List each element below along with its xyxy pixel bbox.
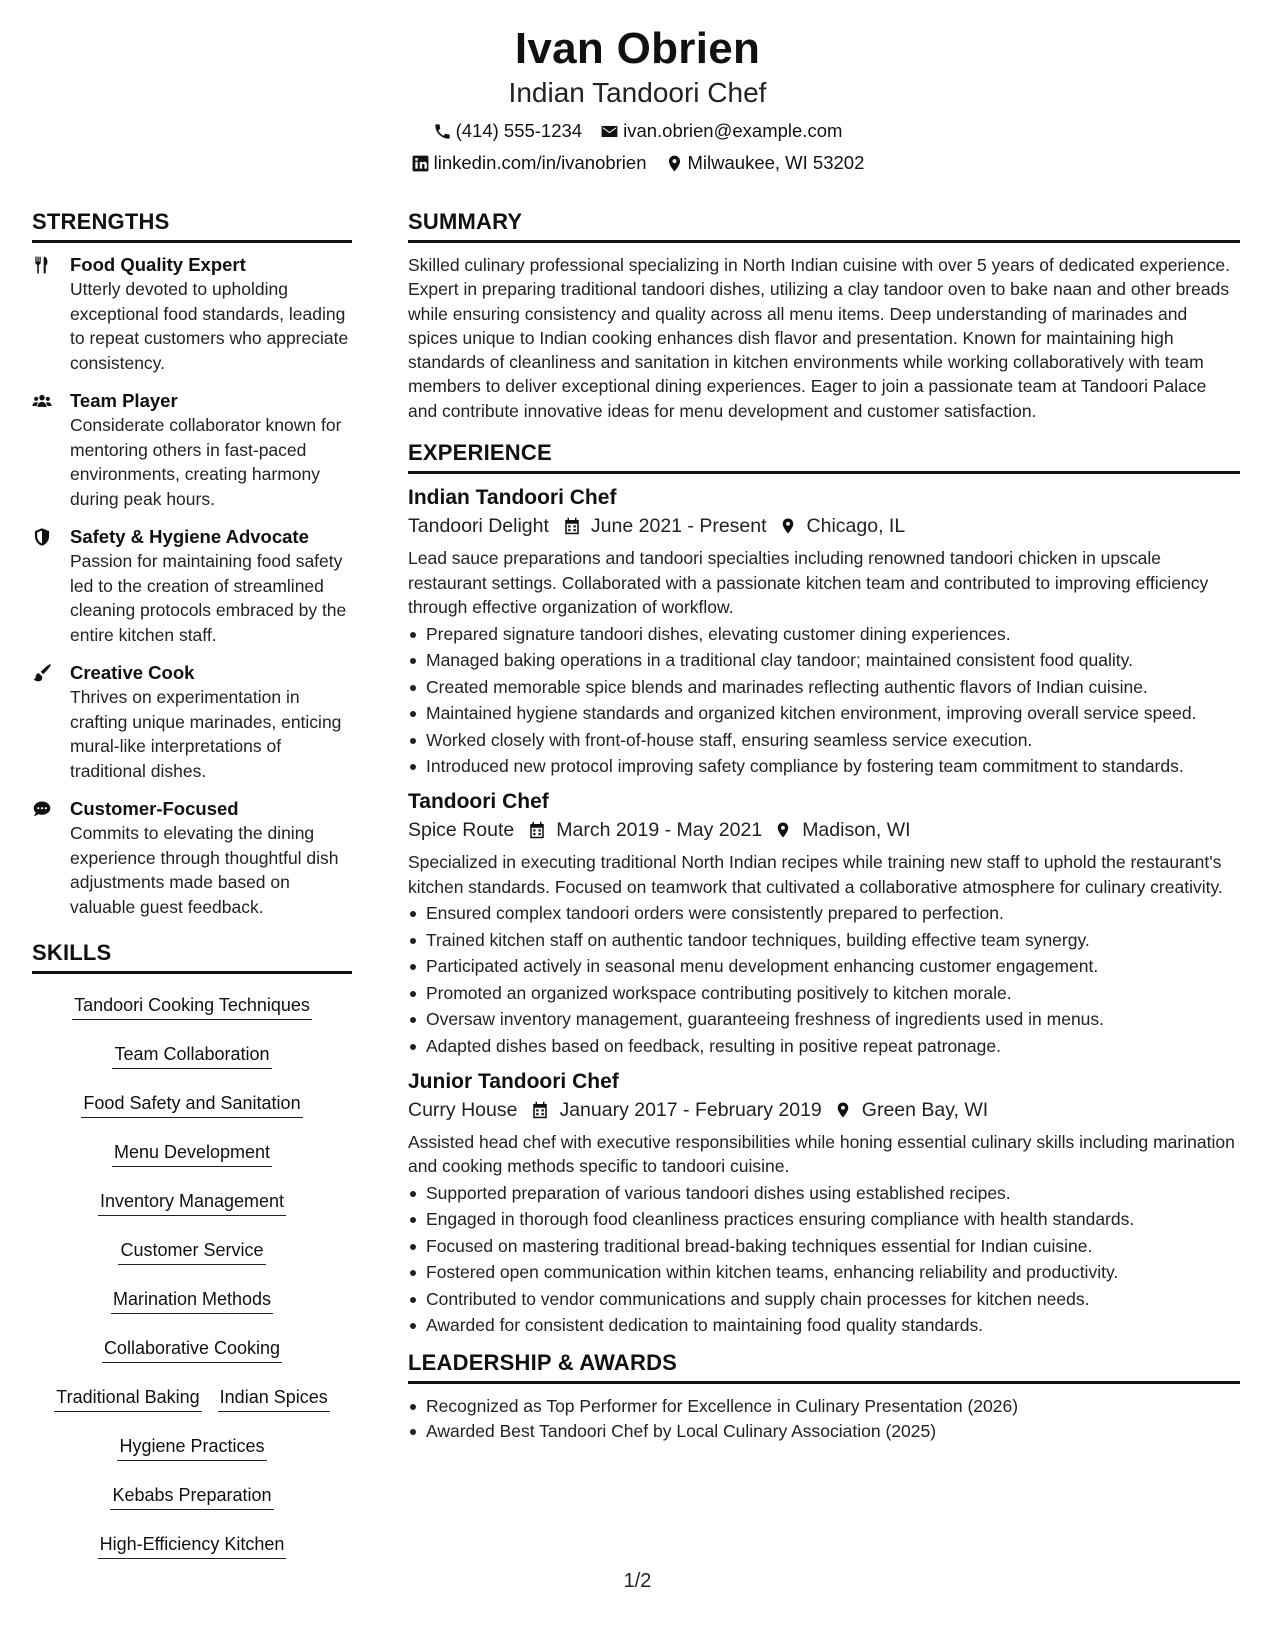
resume-header bbox=[0, 22, 1275, 174]
users-icon bbox=[32, 391, 52, 411]
job-entry bbox=[408, 484, 1240, 778]
skills-section bbox=[32, 939, 352, 1572]
job-bullet: Promoted an organized workspace contributing positively to kitchen morale. bbox=[408, 981, 1240, 1005]
job-bullet: Maintained hygiene standards and organized kitchen environment, improving overall service speed. bbox=[408, 701, 1240, 725]
strength-desc: Utterly devoted to upholding exceptional food standards, leading to repeat customers who appreciate consistency. bbox=[70, 279, 349, 373]
shield-icon bbox=[32, 527, 52, 547]
phone-text: (414) 555-1234 bbox=[455, 120, 583, 141]
summary-heading: SUMMARY bbox=[408, 208, 1240, 243]
strength-item bbox=[32, 389, 352, 511]
contact-line-1 bbox=[0, 120, 1275, 142]
strength-item bbox=[32, 525, 352, 647]
linkedin-text[interactable]: linkedin.com/in/ivanobrien bbox=[433, 152, 647, 173]
phone-icon bbox=[433, 122, 452, 141]
map-pin-icon bbox=[779, 517, 797, 535]
job-location: Madison, WI bbox=[802, 819, 911, 842]
calendar-icon bbox=[528, 821, 546, 839]
job-dates: June 2021 - Present bbox=[590, 515, 767, 538]
job-entry bbox=[408, 788, 1240, 1058]
skill-tag: Team Collaboration bbox=[112, 1042, 271, 1069]
candidate-role: Indian Tandoori Chef bbox=[508, 77, 767, 108]
job-bullet: Worked closely with front-of-house staff, ensuring seamless service execution. bbox=[408, 728, 1240, 752]
skill-tag: Kebabs Preparation bbox=[110, 1483, 273, 1510]
company-name: Curry House bbox=[408, 1098, 518, 1121]
job-title: Tandoori Chef bbox=[408, 790, 549, 814]
skill-tag: Tandoori Cooking Techniques bbox=[72, 993, 312, 1020]
job-bullet: Adapted dishes based on feedback, resulting in positive repeat patronage. bbox=[408, 1034, 1240, 1058]
left-column bbox=[32, 208, 352, 1572]
candidate-name: Ivan Obrien bbox=[514, 24, 761, 73]
job-location: Chicago, IL bbox=[806, 515, 906, 538]
strength-item bbox=[32, 797, 352, 919]
strength-title: Team Player bbox=[70, 390, 178, 411]
right-column bbox=[408, 208, 1240, 1444]
skills-heading: SKILLS bbox=[32, 939, 352, 974]
leadership-heading: LEADERSHIP & AWARDS bbox=[408, 1349, 1240, 1384]
strength-title: Customer-Focused bbox=[70, 798, 239, 819]
strengths-heading: STRENGTHS bbox=[32, 208, 352, 243]
phone-contact bbox=[433, 120, 583, 142]
company-name: Tandoori Delight bbox=[408, 515, 549, 538]
job-dates: January 2017 - February 2019 bbox=[559, 1098, 822, 1121]
strength-desc: Thrives on experimentation in crafting unique marinades, enticing mural-like interpretations of traditional dishes. bbox=[70, 687, 342, 781]
skill-tag: Customer Service bbox=[118, 1238, 265, 1265]
skill-tag: Food Safety and Sanitation bbox=[81, 1091, 302, 1118]
map-pin-icon bbox=[774, 821, 792, 839]
job-bullet: Contributed to vendor communications and supply chain processes for kitchen needs. bbox=[408, 1287, 1240, 1311]
job-bullet: Prepared signature tandoori dishes, elevating customer dining experiences. bbox=[408, 622, 1240, 646]
job-meta bbox=[408, 1096, 1240, 1124]
company-name: Spice Route bbox=[408, 819, 515, 842]
job-bullet: Created memorable spice blends and marinades reflecting authentic flavors of Indian cuisine. bbox=[408, 675, 1240, 699]
job-bullet: Focused on mastering traditional bread-baking techniques essential for Indian cuisine. bbox=[408, 1234, 1240, 1258]
location-contact bbox=[665, 152, 865, 174]
skill-tag: Collaborative Cooking bbox=[102, 1336, 282, 1363]
job-bullet: Oversaw inventory management, guaranteeing freshness of ingredients used in menus. bbox=[408, 1007, 1240, 1031]
strength-title: Safety & Hygiene Advocate bbox=[70, 526, 309, 547]
page-number: 1/2 bbox=[623, 1570, 652, 1592]
strength-item bbox=[32, 661, 352, 783]
job-title: Indian Tandoori Chef bbox=[408, 486, 617, 510]
job-meta bbox=[408, 512, 1240, 540]
email-text[interactable]: ivan.obrien@example.com bbox=[623, 120, 843, 141]
linkedin-contact[interactable] bbox=[411, 152, 647, 174]
map-pin-icon bbox=[665, 154, 684, 173]
job-description: Lead sauce preparations and tandoori specialties including renowned tandoori chicken in upscale restaurant settings. Collaborated with a passionate kitchen team and contributed to improving efficiency through effective organization of workflow. bbox=[408, 548, 1209, 618]
envelope-icon bbox=[600, 122, 619, 141]
job-title: Junior Tandoori Chef bbox=[408, 1069, 619, 1093]
summary-text: Skilled culinary professional specializing in North Indian cuisine with over 5 years of dedicated experience. Expert in preparing traditional tandoori dishes, utilizing a clay tandoor oven to bake naan and other breads while ensuring consistency and quality across all menu items. Deep understanding of marinades and spices unique to Indian cooking enhances dish flavor and presentation. Known for maintaining high standards of cleanliness and sanitation in kitchen environments while working collaboratively with team members to deliver exceptional dining experiences. Eager to join a passionate team at Tandoori Palace and contribute innovative ideas for menu development and customer satisfaction. bbox=[408, 255, 1230, 421]
strength-title: Food Quality Expert bbox=[70, 254, 246, 275]
job-bullet: Engaged in thorough food cleanliness practices ensuring compliance with health standards. bbox=[408, 1207, 1240, 1231]
job-bullet: Awarded for consistent dedication to maintaining food quality standards. bbox=[408, 1313, 1240, 1337]
strength-desc: Considerate collaborator known for mentoring others in fast-paced environments, creating harmony during peak hours. bbox=[70, 415, 342, 509]
job-bullet: Ensured complex tandoori orders were consistently prepared to perfection. bbox=[408, 901, 1240, 925]
job-bullet: Participated actively in seasonal menu development enhancing customer engagement. bbox=[408, 954, 1240, 978]
skill-tag: Hygiene Practices bbox=[117, 1434, 266, 1461]
utensils-icon bbox=[32, 255, 52, 275]
calendar-icon bbox=[563, 517, 581, 535]
job-bullet: Introduced new protocol improving safety compliance by fostering team commitment to standards. bbox=[408, 754, 1240, 778]
leadership-list bbox=[408, 1394, 1240, 1443]
award-item: Awarded Best Tandoori Chef by Local Culinary Association (2025) bbox=[408, 1419, 1240, 1443]
skill-list bbox=[32, 984, 352, 1572]
job-bullet: Trained kitchen staff on authentic tandoor techniques, building effective team synergy. bbox=[408, 928, 1240, 952]
job-bullets bbox=[408, 622, 1240, 779]
skill-tag: Marination Methods bbox=[111, 1287, 273, 1314]
email-contact[interactable] bbox=[600, 120, 842, 142]
leadership-section bbox=[408, 1349, 1240, 1443]
calendar-icon bbox=[531, 1101, 549, 1119]
job-meta bbox=[408, 816, 1240, 844]
job-bullets bbox=[408, 1181, 1240, 1338]
job-entry bbox=[408, 1068, 1240, 1338]
paintbrush-icon bbox=[32, 663, 52, 683]
job-bullet: Managed baking operations in a traditional clay tandoor; maintained consistent food quality. bbox=[408, 648, 1240, 672]
job-bullet: Fostered open communication within kitchen teams, enhancing reliability and productivity. bbox=[408, 1260, 1240, 1284]
strength-desc: Passion for maintaining food safety led to the creation of streamlined cleaning protocols embraced by the entire kitchen staff. bbox=[70, 551, 347, 645]
map-pin-icon bbox=[834, 1101, 852, 1119]
job-bullets bbox=[408, 901, 1240, 1058]
strength-title: Creative Cook bbox=[70, 662, 195, 683]
skill-tag: Traditional Baking bbox=[54, 1385, 201, 1412]
skill-tag: Menu Development bbox=[112, 1140, 272, 1167]
job-description: Assisted head chef with executive responsibilities while honing essential culinary skills including marination and cooking methods specific to tandoori cuisine. bbox=[408, 1131, 1235, 1177]
skill-tag: Indian Spices bbox=[218, 1385, 330, 1412]
location-text: Milwaukee, WI 53202 bbox=[687, 152, 865, 173]
job-location: Green Bay, WI bbox=[861, 1098, 989, 1121]
strength-item bbox=[32, 253, 352, 375]
linkedin-icon bbox=[411, 154, 430, 173]
job-description: Specialized in executing traditional North Indian recipes while training new staff to uphold the restaurant's kitchen standards. Focused on teamwork that cultivated a collaborative atmosphere for culinary creativity. bbox=[408, 852, 1223, 897]
job-bullet: Supported preparation of various tandoori dishes using established recipes. bbox=[408, 1181, 1240, 1205]
award-item: Recognized as Top Performer for Excellence in Culinary Presentation (2026) bbox=[408, 1394, 1240, 1418]
contact-line-2 bbox=[0, 152, 1275, 174]
strength-desc: Commits to elevating the dining experience through thoughtful dish adjustments made based on valuable guest feedback. bbox=[70, 823, 339, 917]
job-dates: March 2019 - May 2021 bbox=[556, 819, 763, 842]
skill-tag: Inventory Management bbox=[98, 1189, 286, 1216]
experience-heading: EXPERIENCE bbox=[408, 439, 1240, 474]
skill-tag: High-Efficiency Kitchen bbox=[98, 1532, 287, 1559]
comment-icon bbox=[32, 799, 52, 819]
